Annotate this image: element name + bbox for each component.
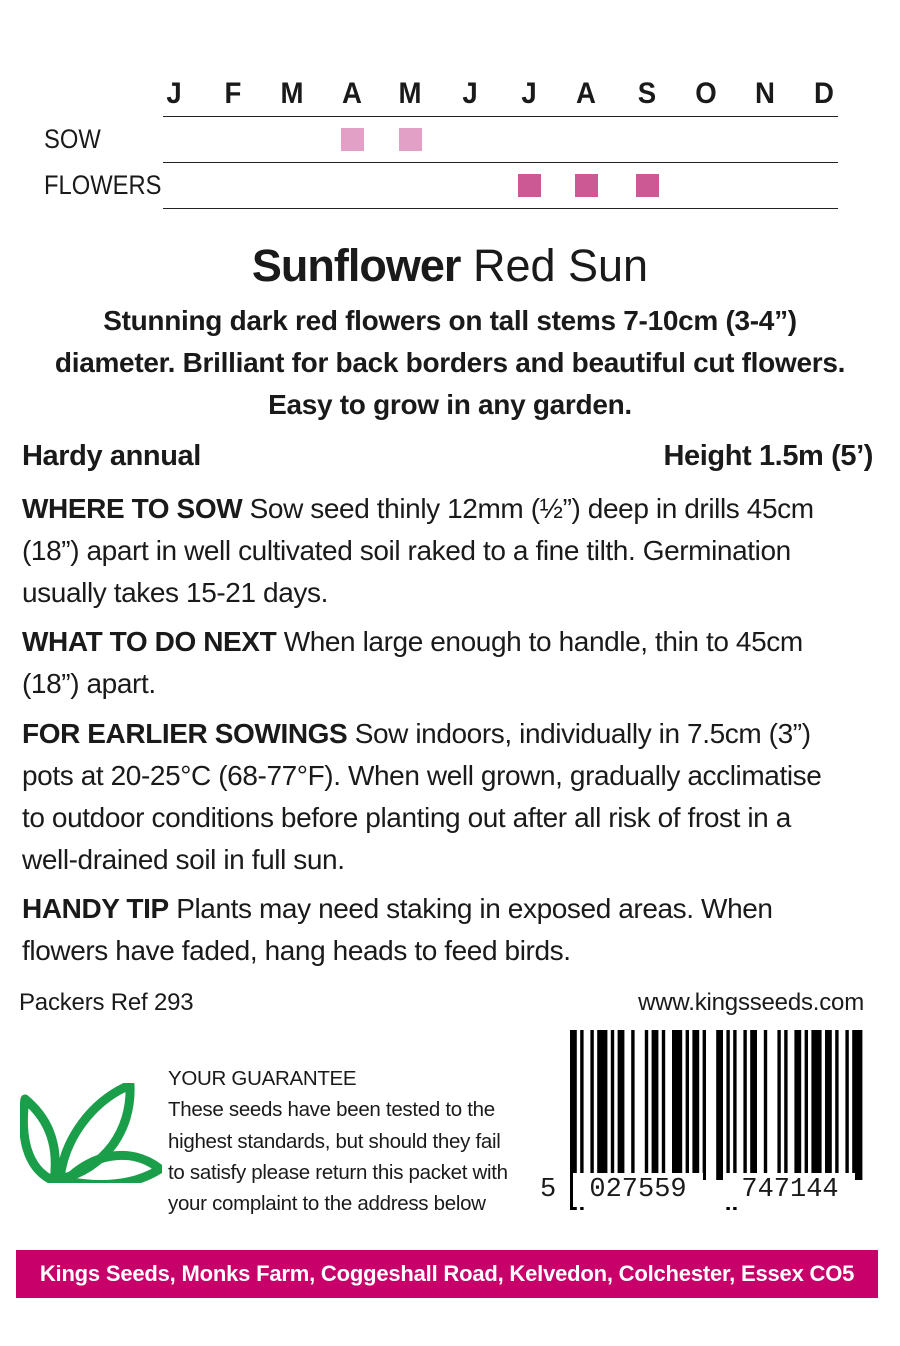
section-heading: WHAT TO DO NEXT	[22, 626, 277, 657]
flowers-mark	[636, 174, 659, 197]
section-text: well-drained soil in full sun.	[22, 844, 345, 875]
barcode-bar	[716, 1030, 723, 1180]
month-label: J	[521, 77, 537, 110]
section-text: Sow seed thinly 12mm (½”) deep in drills 45cm	[249, 493, 814, 524]
product-title	[0, 238, 900, 294]
month-label: F	[224, 77, 242, 110]
month-label: J	[166, 77, 182, 110]
barcode-bar	[590, 1030, 593, 1180]
barcode-bar	[777, 1030, 780, 1180]
section-text: flowers have faded, hang heads to feed birds.	[22, 935, 571, 966]
barcode-digits-right: 747144	[725, 1173, 855, 1207]
where-to-sow-section	[22, 488, 882, 614]
barcode-bar	[852, 1030, 862, 1180]
earlier-sowings-section	[22, 713, 882, 881]
barcode-bar	[784, 1030, 787, 1180]
month-label: M	[280, 77, 304, 110]
barcode-bar	[645, 1030, 648, 1180]
address-footer: Kings Seeds, Monks Farm, Coggeshall Road, Kelvedon, Colchester, Essex CO5 9PG	[16, 1250, 878, 1298]
barcode-bar	[662, 1030, 665, 1180]
month-label: M	[398, 77, 422, 110]
barcode-bar	[686, 1030, 689, 1180]
sow-row-label: SOW	[44, 124, 101, 154]
plant-height: Height 1.5m (5’)	[663, 440, 873, 472]
product-description	[20, 300, 880, 426]
guarantee-line: These seeds have been tested to the	[168, 1098, 495, 1122]
barcode-bar	[703, 1030, 706, 1180]
description-line: Stunning dark red flowers on tall stems 7-10cm (3-4”)	[103, 305, 797, 336]
barcode-digits-left: 027559	[573, 1173, 703, 1207]
flowers-mark	[575, 174, 598, 197]
calendar-divider	[163, 162, 838, 163]
section-text: Sow indoors, individually in 7.5cm (3”)	[354, 718, 811, 749]
website-link[interactable]: www.kingsseeds.com	[638, 989, 864, 1016]
what-to-do-next-section	[22, 621, 882, 705]
sow-mark	[341, 128, 364, 151]
section-heading: FOR EARLIER SOWINGS	[22, 718, 348, 749]
guarantee-block	[168, 1063, 548, 1219]
barcode-bar	[743, 1030, 746, 1180]
section-text: (18”) apart.	[22, 668, 156, 699]
barcode-bar	[805, 1030, 808, 1180]
barcode-bar	[611, 1030, 614, 1180]
description-line: Easy to grow in any garden.	[268, 389, 632, 420]
barcode-bar	[672, 1030, 682, 1180]
calendar-divider	[163, 208, 838, 209]
month-label: D	[814, 77, 834, 110]
barcode-bar	[811, 1030, 821, 1180]
barcode-bar	[794, 1030, 801, 1180]
month-label: A	[576, 77, 596, 110]
section-heading: WHERE TO SOW	[22, 493, 243, 524]
barcode-bar	[652, 1030, 659, 1180]
section-heading: HANDY TIP	[22, 893, 169, 924]
flowers-mark	[518, 174, 541, 197]
barcode-bar	[845, 1030, 848, 1180]
barcode-bar	[597, 1030, 607, 1180]
guarantee-title: YOUR GUARANTEE	[168, 1067, 357, 1090]
barcode-digit: 5	[540, 1175, 557, 1205]
section-text: (18”) apart in well cultivated soil raked to a fine tilth. Germination	[22, 535, 791, 566]
plant-type: Hardy annual	[22, 440, 201, 472]
guarantee-line: your complaint to the address below	[168, 1192, 486, 1216]
month-label: S	[637, 77, 657, 110]
product-variety: Red Sun	[472, 240, 649, 291]
packers-ref: Packers Ref 293	[19, 989, 194, 1016]
month-label: N	[755, 77, 775, 110]
barcode-bar	[618, 1030, 625, 1180]
barcode-bar	[692, 1030, 699, 1180]
section-text: to outdoor conditions before planting out after all risk of frost in a	[22, 802, 791, 833]
section-text: pots at 20-25°C (68-77°F). When well grown, gradually acclimatise	[22, 760, 822, 791]
barcode-bar	[835, 1030, 838, 1180]
month-label: A	[342, 77, 362, 110]
section-text: Plants may need staking in exposed areas. When	[176, 893, 773, 924]
month-label: O	[695, 77, 717, 110]
barcode-bar	[764, 1030, 767, 1180]
barcode-bar	[750, 1030, 757, 1180]
leaf-logo-icon	[20, 1083, 162, 1183]
barcode-bar	[825, 1030, 832, 1180]
guarantee-line: highest standards, but should they fail	[168, 1129, 501, 1153]
barcode-bar	[631, 1030, 634, 1180]
sow-mark	[399, 128, 422, 151]
month-label: J	[462, 77, 478, 110]
product-name: Sunflower	[251, 240, 461, 291]
section-text: usually takes 15-21 days.	[22, 577, 328, 608]
handy-tip-section	[22, 888, 882, 972]
calendar-divider	[163, 116, 838, 117]
description-line: diameter. Brilliant for back borders and beautiful cut flowers.	[54, 347, 846, 378]
guarantee-line: to satisfy please return this packet with	[168, 1160, 508, 1184]
section-text: When large enough to handle, thin to 45cm	[283, 626, 803, 657]
flowers-row-label: FLOWERS	[44, 170, 162, 200]
